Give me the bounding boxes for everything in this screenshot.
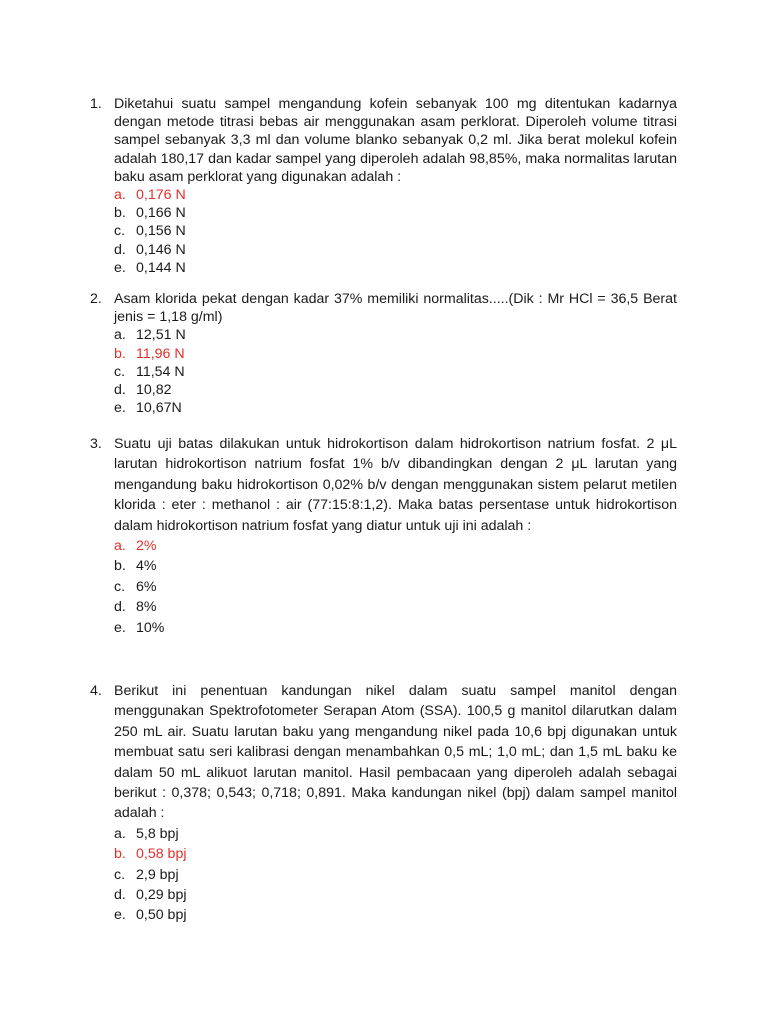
question-number: 4. (90, 683, 102, 699)
option-text: 10% (136, 619, 165, 636)
option-letter: c. (114, 866, 126, 883)
option-letter: e. (114, 259, 126, 276)
question-text: Suatu uji batas dilakukan untuk hidrokortison dalam hidrokortison natrium fosfat. 2 μL larutan hidrokortison natrium fosfat 1% b/v dibandingkan dengan 2 μL larutan yang mengandung baku hidrokortison 0,02% b/v dengan menggunakan sistem pelarut metilen klorida : eter : methanol : air (77:15:8:1,2). Maka batas persentase untuk hidrokortison dalam hidrokortison natrium fosfat yang diatur untuk uji ini adalah : (114, 436, 677, 534)
option-e (114, 259, 677, 277)
option-c (114, 222, 677, 240)
question-body (114, 681, 677, 926)
option-text: 0,58 bpj (136, 846, 187, 863)
option-e (114, 618, 677, 638)
option-text: 8% (136, 599, 157, 616)
option-c (114, 363, 677, 381)
option-d (114, 241, 677, 259)
option-letter: d. (114, 887, 126, 904)
option-letter: a. (114, 327, 126, 344)
option-b (114, 556, 677, 576)
option-letter: d. (114, 241, 126, 258)
option-text: 0,166 N (136, 205, 186, 222)
option-b (114, 844, 677, 864)
option-d (114, 381, 677, 399)
option-text: 0,144 N (136, 259, 186, 276)
question-body (114, 290, 677, 417)
option-letter: e. (114, 619, 126, 636)
option-letter: d. (114, 599, 126, 616)
option-text: 11,54 N (136, 363, 185, 380)
question-text: Diketahui suatu sampel mengandung kofein sebanyak 100 mg ditentukan kadarnya dengan metode titrasi bebas air menggunakan asam perklorat. Diperoleh volume titrasi sampel sebanyak 3,3 ml dan volume blanko sebanyak 0,2 ml. Jika berat molekul kofein adalah 180,17 dan kadar sampel yang diperoleh adalah 98,85%, maka normalitas larutan baku asam perklorat yang digunakan adalah : (114, 96, 677, 185)
answer-options (114, 326, 677, 417)
option-a (114, 536, 677, 556)
option-a (114, 186, 677, 204)
option-text: 0,146 N (136, 241, 186, 258)
option-text: 12,51 N (136, 327, 186, 344)
option-text: 6% (136, 578, 157, 595)
option-text: 2% (136, 538, 157, 555)
question-body (114, 434, 677, 638)
option-text: 0,50 bpj (136, 907, 187, 924)
option-letter: d. (114, 381, 126, 398)
question-number: 2. (90, 291, 102, 307)
option-d (114, 597, 677, 617)
option-letter: c. (114, 363, 126, 380)
option-letter: a. (114, 825, 126, 842)
option-letter: c. (114, 223, 126, 240)
option-b (114, 345, 677, 363)
option-text: 5,8 bpj (136, 825, 179, 842)
option-letter: b. (114, 345, 126, 362)
option-letter: a. (114, 538, 126, 555)
option-e (114, 399, 677, 417)
option-b (114, 204, 677, 222)
option-text: 4% (136, 558, 157, 575)
option-letter: b. (114, 205, 126, 222)
question-text: Berikut ini penentuan kandungan nikel dalam suatu sampel manitol dengan menggunakan Spektrofotometer Serapan Atom (SSA). 100,5 g manitol dilarutkan dalam 250 mL air. Suatu larutan baku yang mengandung nikel pada 10,6 bpj digunakan untuk membuat satu seri kalibrasi dengan menambahkan 0,5 mL; 1,0 mL; dan 1,5 mL baku ke dalam 50 mL alikuot larutan manitol. Hasil pembacaan yang diperoleh adalah sebagai berikut : 0,378; 0,543; 0,718; 0,891. Maka kandungan nikel (bpj) dalam sampel manitol adalah : (114, 683, 677, 822)
answer-options (114, 536, 677, 638)
question-number: 3. (90, 436, 102, 452)
option-letter: c. (114, 578, 126, 595)
option-e (114, 905, 677, 925)
option-text: 2,9 bpj (136, 866, 179, 883)
answer-options (114, 824, 677, 926)
option-c (114, 865, 677, 885)
option-letter: e. (114, 400, 126, 417)
option-text: 0,176 N (136, 187, 186, 204)
option-letter: e. (114, 907, 126, 924)
option-a (114, 326, 677, 344)
option-text: 10,82 (136, 381, 172, 398)
option-text: 10,67N (136, 400, 182, 417)
option-text: 0,29 bpj (136, 887, 187, 904)
question-text: Asam klorida pekat dengan kadar 37% memiliki normalitas.....(Dik : Mr HCl = 36,5 Berat jenis = 1,18 g/ml) (114, 291, 677, 326)
question-number: 1. (90, 96, 102, 112)
answer-options (114, 186, 677, 277)
option-letter: b. (114, 846, 126, 863)
question-body (114, 95, 677, 277)
option-text: 11,96 N (136, 345, 185, 362)
option-letter: b. (114, 558, 126, 575)
option-c (114, 577, 677, 597)
option-letter: a. (114, 187, 126, 204)
option-a (114, 824, 677, 844)
option-text: 0,156 N (136, 223, 186, 240)
option-d (114, 885, 677, 905)
